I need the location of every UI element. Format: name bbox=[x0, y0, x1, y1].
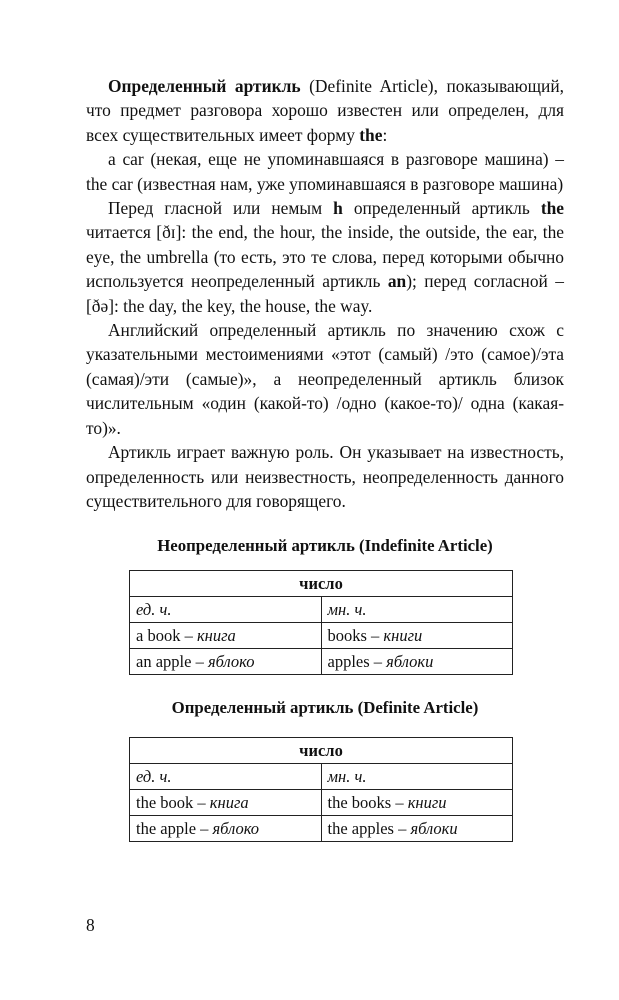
english-word: books bbox=[327, 626, 367, 646]
english-word: the book bbox=[136, 793, 194, 813]
table-row bbox=[130, 816, 513, 842]
dash: – bbox=[366, 626, 384, 646]
english-word: the apple bbox=[136, 819, 197, 839]
paragraph-meaning bbox=[86, 318, 564, 440]
table-cell bbox=[130, 816, 322, 842]
table-header-row bbox=[130, 571, 513, 597]
paragraph-text: (Definite Article), показывающий, что предмет разговора хорошо известен или определен, для всех существительных имеет форму bbox=[86, 76, 565, 145]
paragraph-text: : bbox=[382, 124, 388, 145]
column-plural bbox=[321, 764, 513, 790]
dash: – bbox=[393, 819, 411, 839]
paragraph-car-example bbox=[86, 147, 564, 196]
paragraph-text: a car (некая, еще не упоминавшаяся в разговоре машина) – the car (известная нам, уже упоминавшаяся в разговоре машина) bbox=[86, 149, 564, 194]
paragraph-text: Перед гласной или немым bbox=[108, 198, 334, 219]
table-header-cell: число bbox=[130, 738, 513, 764]
indefinite-table-heading: Неопределенный артикль (Indefinite Article) bbox=[157, 536, 493, 556]
definite-table-heading: Определенный артикль (Definite Article) bbox=[171, 698, 479, 718]
page-number: 8 bbox=[86, 915, 95, 935]
table-cell bbox=[130, 649, 322, 675]
russian-word: книга bbox=[209, 793, 249, 813]
page-content bbox=[86, 74, 564, 842]
table-header-cell: число bbox=[130, 571, 513, 597]
paragraph-text: читается [ðɪ]: the end, the hour, the inside, the outside, the ear, the eye, the umbrella (то есть, это те слова, перед которыми обычно используется неопределенный артикль bbox=[86, 222, 564, 292]
bold-h: h bbox=[333, 198, 343, 219]
dash: – bbox=[391, 793, 408, 813]
russian-word: яблоко bbox=[212, 819, 260, 839]
english-word: an apple bbox=[136, 652, 192, 672]
russian-word: яблоко bbox=[207, 652, 255, 672]
russian-word: яблоки bbox=[410, 819, 458, 839]
paragraph-text: Артикль играет важную роль. Он указывает на известность, определенность или неизвестность, неопределенность данного существительного для говорящего. bbox=[86, 442, 564, 511]
paragraph-pronunciation bbox=[86, 196, 564, 318]
paragraph-role bbox=[86, 440, 564, 513]
table-cell bbox=[130, 790, 322, 816]
russian-word: книга bbox=[196, 626, 236, 646]
column-plural bbox=[321, 597, 513, 623]
dash: – bbox=[180, 626, 197, 646]
indefinite-article-table bbox=[129, 570, 513, 675]
table-cell bbox=[321, 790, 513, 816]
english-word: the books bbox=[327, 793, 392, 813]
column-singular bbox=[130, 597, 322, 623]
table-cell bbox=[321, 623, 513, 649]
dash: – bbox=[191, 652, 208, 672]
russian-word: книги bbox=[383, 626, 423, 646]
russian-word: яблоки bbox=[386, 652, 434, 672]
column-label: ед. ч. bbox=[136, 767, 172, 787]
table-cell bbox=[321, 816, 513, 842]
bold-the: the bbox=[359, 124, 383, 145]
paragraph-text: Английский определенный артикль по значению схож с указательными местоимениями «этот (самый) /это (самое)/эта (самая)/эти (самые)», а неопределенный артикль близок числительным «один (какой-то) /одно (какое-то)/ одна (какая-то)». bbox=[86, 320, 564, 438]
table-row bbox=[130, 649, 513, 675]
table-column-row bbox=[130, 597, 513, 623]
russian-word: книги bbox=[407, 793, 447, 813]
paragraph-text: ); перед согласной – [ðə]: the day, the key, the house, the way. bbox=[86, 271, 564, 316]
table-row bbox=[130, 623, 513, 649]
column-label: ед. ч. bbox=[136, 600, 172, 620]
paragraph-text: определенный артикль bbox=[342, 198, 541, 219]
table-column-row bbox=[130, 764, 513, 790]
english-word: a book bbox=[136, 626, 181, 646]
column-label: мн. ч. bbox=[327, 600, 367, 620]
bold-an: an bbox=[387, 271, 407, 292]
table-header-row bbox=[130, 738, 513, 764]
table-cell bbox=[130, 623, 322, 649]
bold-the: the bbox=[540, 198, 565, 219]
table-row bbox=[130, 790, 513, 816]
english-word: apples bbox=[327, 652, 370, 672]
term-definite-article: Определенный артикль bbox=[108, 76, 301, 96]
table-cell bbox=[321, 649, 513, 675]
paragraph-definite-article bbox=[86, 74, 564, 147]
dash: – bbox=[369, 652, 387, 672]
column-singular bbox=[130, 764, 322, 790]
dash: – bbox=[196, 819, 213, 839]
dash: – bbox=[193, 793, 210, 813]
column-label: мн. ч. bbox=[327, 767, 367, 787]
english-word: the apples bbox=[327, 819, 394, 839]
definite-article-table bbox=[129, 737, 513, 842]
